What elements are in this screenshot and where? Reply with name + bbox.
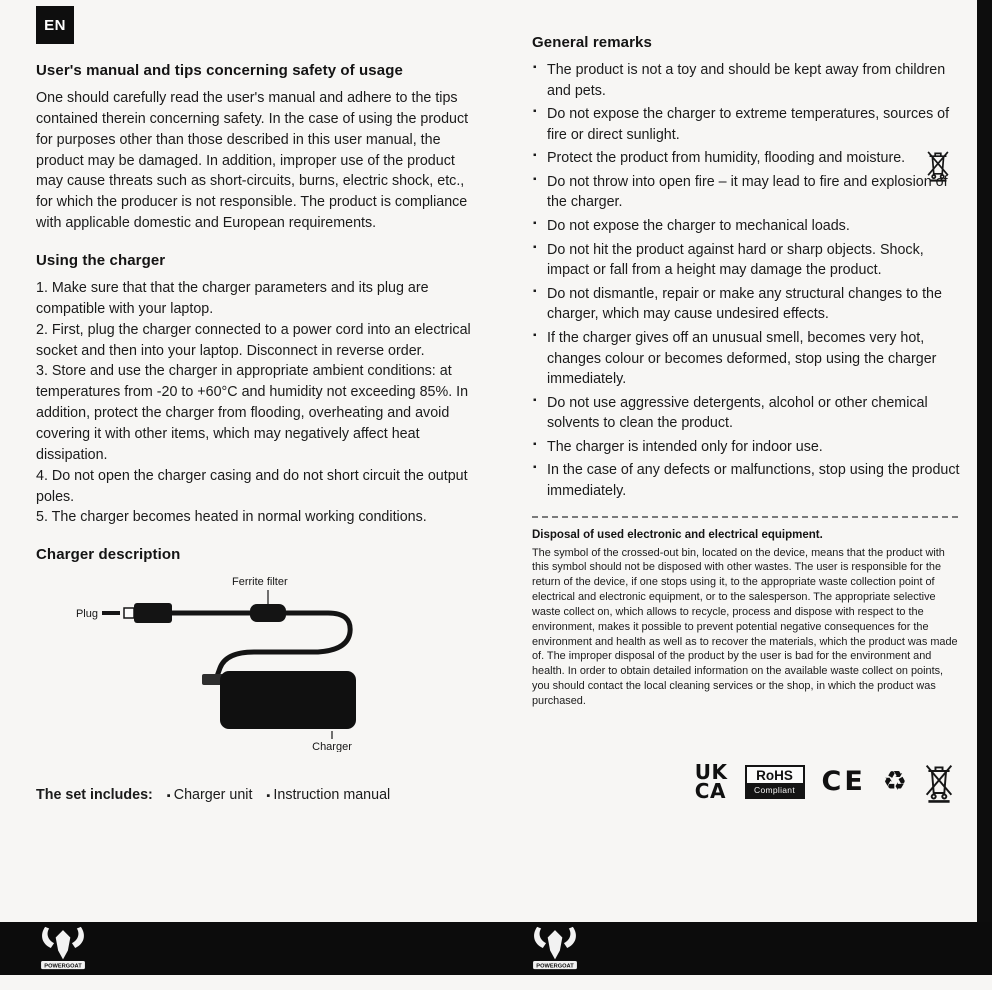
rohs-label: RoHS xyxy=(756,767,793,783)
usage-step: 5. The charger becomes heated in normal working conditions. xyxy=(36,509,427,526)
safety-body: One should carefully read the user's manual and adhere to the tips contained therein concerning safety. In the case of using the product for purposes other than those described in this user manual, the product may be damaged. In addition, improper use of the product may cause threats such as short-circuits, burns, electric shock, etc., for which the producer is not responsible. The product is compliance with applicable domestic and European requirements. xyxy=(36,90,469,232)
charger-brick xyxy=(220,671,356,729)
remarks-heading: General remarks xyxy=(532,34,652,51)
right-column xyxy=(532,34,960,803)
remark-item: ▪ In the case of any defects or malfunctions, stop using the product immediately. xyxy=(532,460,960,501)
dashed-divider xyxy=(532,516,958,518)
remark-item: ▪ Do not dismantle, repair or make any structural changes to the charger, which may cause undesired effects. xyxy=(532,284,960,325)
powergoat-wordmark: POWERGOAT xyxy=(536,963,574,970)
plug-tip xyxy=(124,608,134,618)
powergoat-logo xyxy=(36,925,90,976)
weee-bin-icon xyxy=(924,761,954,803)
disposal-body: The symbol of the crossed-out bin, located on the device, means that the product with this symbol should not be disposed with other wastes. The user is responsible for the return of the device, if one stops using it, to the appropriate waste collection point of electrical and electronic equipment, or to the salesperson. The appropriate selective waste collect on, which allows to recycle, process and dispose with respect to the environment, makes it possible to prevent potential negative consequences for the environment and health as well as to recover the materials, which the product was made of. The improper disposal of the product by the user is bad for the environment and health. In order to obtain detailed information on the available waste collect on points, you should contact the local cleaning services or the shop, in which the product was purchased. xyxy=(532,546,958,707)
ferrite-filter-label: Ferrite filter xyxy=(232,576,288,589)
left-column xyxy=(36,62,474,803)
recycle-icon: ♻ xyxy=(882,766,907,797)
ce-mark: CE xyxy=(821,766,866,798)
charger-diagram-svg xyxy=(36,572,396,752)
right-edge-strip xyxy=(977,0,992,975)
compliance-marks xyxy=(532,761,960,803)
remark-item: ▪ If the charger gives off an unusual smell, becomes very hot, changes colour or becomes deformed, stop using the charger immediately. xyxy=(532,328,960,390)
ukca-mark xyxy=(694,760,728,803)
weee-bin-icon-margin xyxy=(926,148,950,182)
rohs-mark xyxy=(745,765,805,799)
rohs-sublabel: Compliant xyxy=(747,783,803,797)
ferrite-filter xyxy=(250,604,286,622)
remark-item: ▪ Do not hit the product against hard or sharp objects. Shock, impact or fall from a height may damage the product. xyxy=(532,240,960,281)
remark-item: ▪ Do not expose the charger to extreme temperatures, sources of fire or direct sunlight. xyxy=(532,104,960,145)
set-includes-line xyxy=(36,787,474,803)
usage-step: 3. Store and use the charger in appropriate ambient conditions: at temperatures from -20 to +60°C and humidity not exceeding 85%. In addition, protect the charger from flooding, overheating and avoid covering it with other items, which may negatively affect heat dissipation. xyxy=(36,363,469,463)
usage-step: 2. First, plug the charger connected to a power cord into an electrical socket and then into your laptop. Disconnect in reverse order. xyxy=(36,321,471,359)
safety-heading: User's manual and tips concerning safety of usage xyxy=(36,62,403,79)
charger-label: Charger xyxy=(312,741,352,753)
language-badge: EN xyxy=(36,6,74,44)
goat-emblem-icon xyxy=(529,925,581,971)
set-includes-label: The set includes: xyxy=(36,787,153,804)
footer-bar xyxy=(0,922,992,975)
cable-curve xyxy=(216,613,350,679)
powergoat-logo xyxy=(528,925,582,976)
powergoat-wordmark: POWERGOAT xyxy=(44,963,82,970)
ukca-line2: CA xyxy=(694,778,726,803)
plug-body xyxy=(134,603,172,623)
set-includes-item: ▪ Instruction manual xyxy=(266,787,390,803)
remark-item: ▪ The product is not a toy and should be kept away from children and pets. xyxy=(532,60,960,101)
remark-item: ▪ Do not expose the charger to mechanical loads. xyxy=(532,216,960,237)
goat-emblem-icon xyxy=(37,925,89,971)
charger-diagram xyxy=(36,572,474,757)
remark-item: ▪ Do not use aggressive detergents, alcohol or other chemical solvents to clean the product. xyxy=(532,393,960,434)
remarks-list xyxy=(532,60,960,502)
using-heading: Using the charger xyxy=(36,252,166,270)
usage-step: 1. Make sure that that the charger parameters and its plug are compatible with your laptop. xyxy=(36,280,429,317)
description-heading: Charger description xyxy=(36,546,181,564)
disposal-heading: Disposal of used electronic and electrical equipment. xyxy=(532,528,823,541)
plug-label: Plug xyxy=(75,608,98,621)
set-includes-item: ▪ Charger unit xyxy=(167,787,253,803)
remark-item: ▪ The charger is intended only for indoor use. xyxy=(532,437,960,458)
usage-step: 4. Do not open the charger casing and do not short circuit the output poles. xyxy=(36,467,468,505)
ukca-line1: UK xyxy=(694,760,728,785)
remark-item: ▪ Protect the product from humidity, flooding and moisture. xyxy=(532,148,960,169)
remark-item: ▪ Do not throw into open fire – it may lead to fire and explosion of the charger. xyxy=(532,172,960,213)
